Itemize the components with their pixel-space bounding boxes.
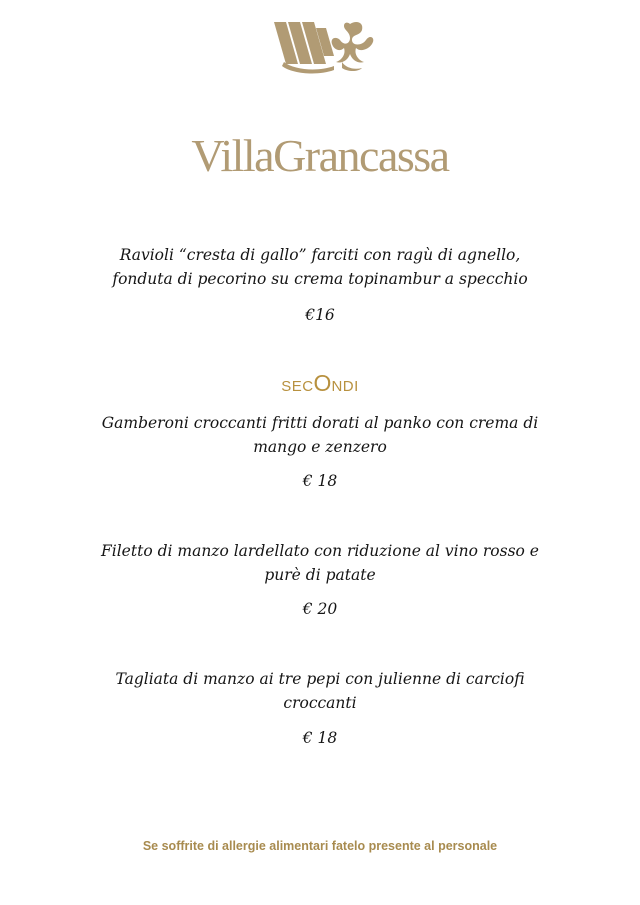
dish-description-line: Ravioli “cresta di gallo” farciti con ragù di agnello, [119,246,521,264]
menu-item [60,243,580,291]
dish-description-line: fonduta di pecorino su crema topinambur a specchio [112,270,528,288]
dish-description-line: Gamberoni croccanti fritti dorati al panko con crema di [101,414,539,432]
section-heading-part: SEC [281,378,314,395]
dish-description-line: mango e zenzero [253,438,387,456]
dish-description-line: purè di patate [264,566,376,584]
villa-grancassa-logo [272,18,378,74]
section-heading-big-letter: O [313,370,332,396]
allergy-notice: Se soffrite di allergie alimentari fatelo presente al personale [142,839,498,853]
dish-price: € 20 [302,600,338,618]
dish-price: € 18 [302,729,338,747]
menu-item [60,667,580,715]
dish-description-line: Tagliata di manzo ai tre pepi con julienne di carciofi [115,670,525,688]
dish-description-line: croccanti [283,694,357,712]
dish-description-line: Filetto di manzo lardellato con riduzione al vino rosso e [101,542,539,560]
section-heading-part: NDI [331,378,359,395]
dish-price: € 18 [302,472,338,490]
menu-item [60,411,580,459]
brand-name: VillaGrancassa [191,130,449,181]
menu-item [60,539,580,587]
section-heading-secondi [0,371,640,399]
dish-price: €16 [305,306,335,324]
